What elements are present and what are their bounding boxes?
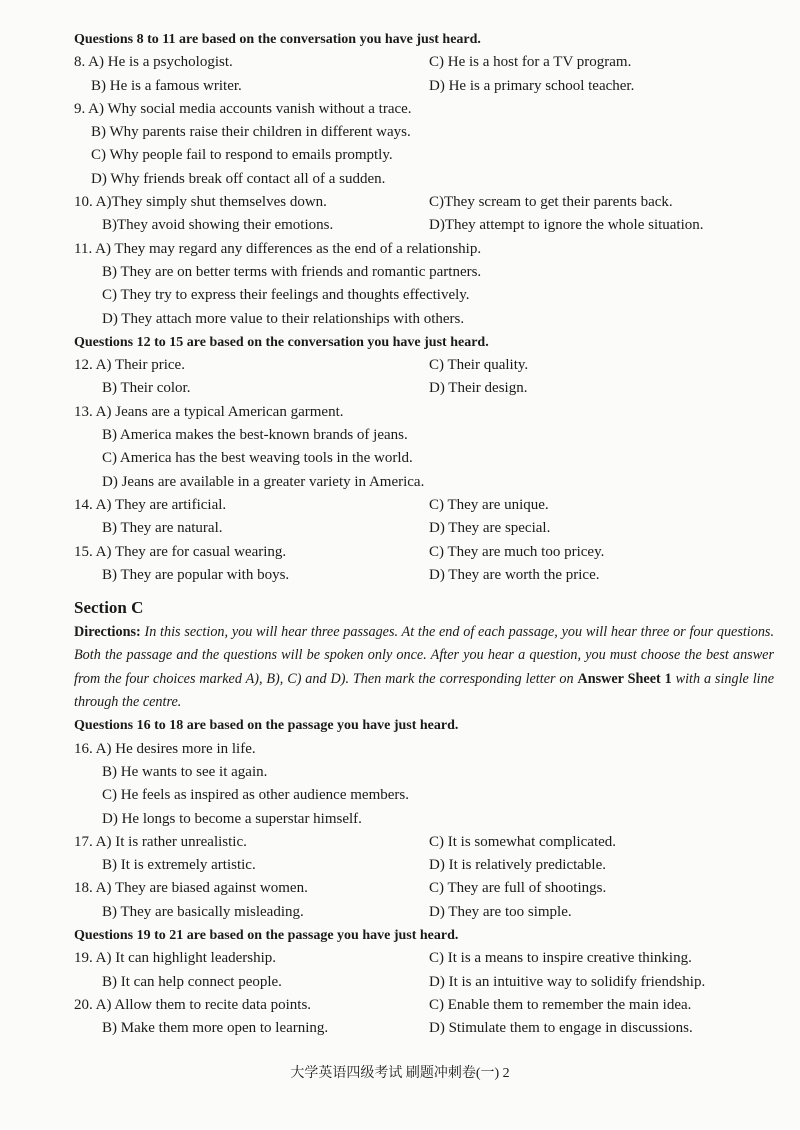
q15-option-c: C) They are much too pricey. <box>429 543 605 560</box>
q20-row-2 <box>74 1017 774 1040</box>
q8-row-2 <box>74 75 774 98</box>
q12-option-c: C) Their quality. <box>429 357 529 374</box>
q10-option-a: 10. A)They simply shut themselves down. <box>74 194 327 211</box>
q8-option-a: 8. A) He is a psychologist. <box>74 54 233 71</box>
q13-option-a: 13. A) Jeans are a typical American garment. <box>74 403 344 420</box>
heading-questions-16-18: Questions 16 to 18 are based on the passage you have just heard. <box>74 718 459 734</box>
answer-sheet-label: Answer Sheet 1 <box>577 670 672 687</box>
q17-option-b: B) It is extremely artistic. <box>102 857 256 874</box>
q15-option-d: D) They are worth the price. <box>429 566 600 583</box>
section-c-title: Section C <box>74 598 144 618</box>
q9-option-b: B) Why parents raise their children in different ways. <box>91 124 411 141</box>
q14-option-c: C) They are unique. <box>429 496 549 513</box>
q16-option-b: B) He wants to see it again. <box>102 763 268 780</box>
q17-row-2 <box>74 854 774 877</box>
q12-row-2 <box>74 377 774 400</box>
q20-option-d: D) Stimulate them to engage in discussions. <box>429 1020 693 1037</box>
q18-option-c: C) They are full of shootings. <box>429 880 607 897</box>
q14-option-d: D) They are special. <box>429 520 551 537</box>
q17-option-a: 17. A) It is rather unrealistic. <box>74 833 247 850</box>
q12-row-1 <box>74 354 774 377</box>
q13-option-b: B) America makes the best-known brands of jeans. <box>102 427 408 444</box>
q8-row-1 <box>74 51 774 74</box>
q19-option-a: 19. A) It can highlight leadership. <box>74 950 277 967</box>
q9-option-c: C) Why people fail to respond to emails promptly. <box>91 147 393 164</box>
exam-page <box>74 28 774 1040</box>
q11-option-c: C) They try to express their feelings and thoughts effectively. <box>102 287 470 304</box>
q14-row-1 <box>74 494 774 517</box>
directions-text-1: In this section, you will hear three passages. At the end of each passage, you will hear three or four questions. Both the passage and the questions will be spoken only once. After you hear a question, you must choose the best answer from the four choices marked A), B), C) and D). Then mark the corresponding letter on <box>74 624 774 687</box>
q18-option-d: D) They are too simple. <box>429 903 572 920</box>
q17-row-1 <box>74 831 774 854</box>
q18-row-2 <box>74 901 774 924</box>
q18-option-a: 18. A) They are biased against women. <box>74 880 308 897</box>
q19-row-1 <box>74 947 774 970</box>
q19-option-c: C) It is a means to inspire creative thinking. <box>429 950 692 967</box>
q8-option-d: D) He is a primary school teacher. <box>429 77 635 94</box>
directions-text-2: with a single line through the centre. <box>74 670 774 711</box>
q14-option-a: 14. A) They are artificial. <box>74 496 227 513</box>
q13-option-d: D) Jeans are available in a greater variety in America. <box>102 473 425 490</box>
q12-option-a: 12. A) Their price. <box>74 357 185 374</box>
q16-option-c: C) He feels as inspired as other audience members. <box>102 787 409 804</box>
q15-row-2 <box>74 564 774 587</box>
q17-option-c: C) It is somewhat complicated. <box>429 833 617 850</box>
q20-option-c: C) Enable them to remember the main idea. <box>429 996 692 1013</box>
q14-row-2 <box>74 517 774 540</box>
q15-row-1 <box>74 541 774 564</box>
heading-questions-8-11: Questions 8 to 11 are based on the conversation you have just heard. <box>74 32 481 47</box>
q18-option-b: B) They are basically misleading. <box>102 903 304 920</box>
heading-questions-19-21: Questions 19 to 21 are based on the passage you have just heard. <box>74 927 459 943</box>
q9-option-a: 9. A) Why social media accounts vanish without a trace. <box>74 100 412 117</box>
q8-option-b: B) He is a famous writer. <box>91 77 242 94</box>
q10-row-2 <box>74 214 774 237</box>
q9-option-d: D) Why friends break off contact all of a sudden. <box>91 170 386 187</box>
q19-row-2 <box>74 971 774 994</box>
q20-row-1 <box>74 994 774 1017</box>
directions-label: Directions: <box>74 624 141 641</box>
directions <box>74 621 774 714</box>
q15-option-b: B) They are popular with boys. <box>102 566 290 583</box>
q19-option-d: D) It is an intuitive way to solidify friendship. <box>429 973 706 990</box>
q15-option-a: 15. A) They are for casual wearing. <box>74 543 287 560</box>
q10-option-c: C)They scream to get their parents back. <box>429 194 673 211</box>
q12-option-d: D) Their design. <box>429 380 528 397</box>
q12-option-b: B) Their color. <box>102 380 191 397</box>
q10-row-1 <box>74 191 774 214</box>
q13-option-c: C) America has the best weaving tools in the world. <box>102 450 413 467</box>
q18-row-1 <box>74 877 774 900</box>
q11-option-a: 11. A) They may regard any differences as the end of a relationship. <box>74 240 482 257</box>
q11-option-d: D) They attach more value to their relationships with others. <box>102 310 465 327</box>
q16-option-a: 16. A) He desires more in life. <box>74 740 256 757</box>
heading-questions-12-15: Questions 12 to 15 are based on the conversation you have just heard. <box>74 334 489 350</box>
q10-option-d: D)They attempt to ignore the whole situation. <box>429 217 704 234</box>
q17-option-d: D) It is relatively predictable. <box>429 857 607 874</box>
q16-option-d: D) He longs to become a superstar himself. <box>102 810 362 827</box>
q10-option-b: B)They avoid showing their emotions. <box>102 217 334 234</box>
q11-option-b: B) They are on better terms with friends and romantic partners. <box>102 263 482 280</box>
q14-option-b: B) They are natural. <box>102 520 223 537</box>
q20-option-a: 20. A) Allow them to recite data points. <box>74 996 312 1013</box>
q19-option-b: B) It can help connect people. <box>102 973 282 990</box>
q8-option-c: C) He is a host for a TV program. <box>429 54 632 71</box>
q20-option-b: B) Make them more open to learning. <box>102 1020 329 1037</box>
page-footer: 大学英语四级考试 刷题冲刺卷(一) 2 <box>290 1066 510 1081</box>
